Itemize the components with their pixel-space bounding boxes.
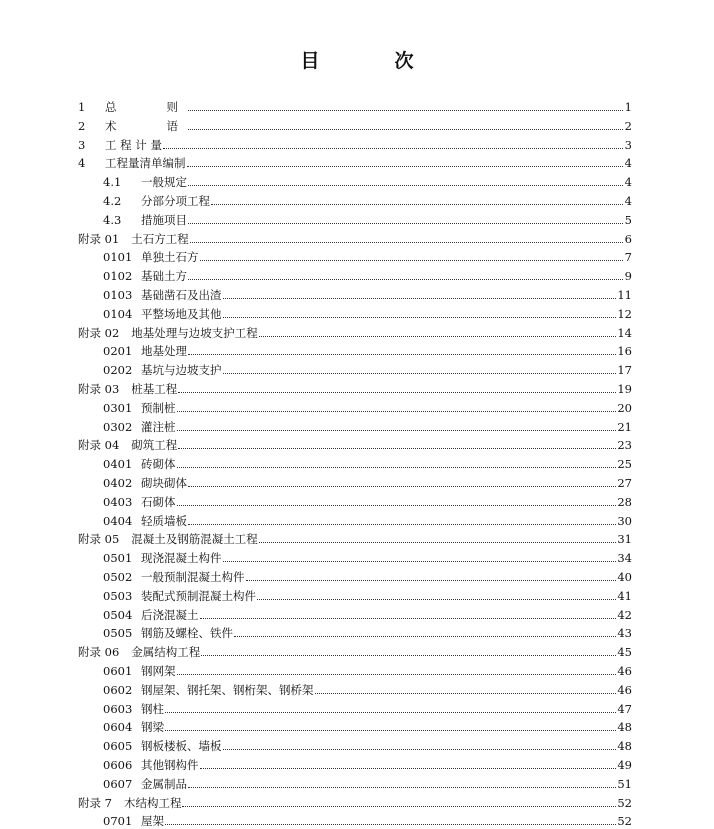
toc-entry-page: 5 (624, 212, 632, 227)
dot-leader (177, 505, 617, 506)
toc-entry-page: 12 (617, 306, 632, 321)
dot-leader (200, 260, 624, 261)
toc-entry-number: 0201 (103, 344, 133, 359)
toc-entry-number: 0104 (103, 306, 133, 321)
dot-leader (200, 768, 617, 769)
toc-section-entry[interactable] (103, 547, 632, 565)
toc-entry-page: 9 (624, 269, 632, 284)
toc-entry-page: 41 (617, 588, 632, 603)
dot-leader (259, 336, 617, 337)
toc-entry-label: 平整场地及其他 (141, 306, 222, 321)
toc-entry-label: 灌注桩 (141, 419, 176, 434)
toc-section-entry[interactable] (103, 340, 632, 358)
dot-leader (223, 561, 617, 562)
toc-entry-number: 4.2 (103, 194, 122, 208)
toc-entry-number: 0302 (103, 419, 133, 434)
toc-chapter-entry[interactable] (78, 641, 632, 659)
toc-entry-label: 术 语 (105, 118, 187, 133)
toc-entry-label: 钢屋架、钢托架、钢桁架、钢桥架 (141, 682, 314, 697)
toc-entry-number: 0606 (103, 758, 133, 772)
toc-entry-number: 0604 (103, 720, 133, 735)
toc-entry-page: 49 (617, 758, 632, 772)
toc-entry-page: 4 (624, 194, 632, 208)
toc-entry-number: 0404 (103, 513, 133, 528)
toc-section-entry[interactable] (103, 209, 632, 227)
toc-entry-label: 工程量清单编制 (105, 156, 186, 171)
toc-entry-number: 附录 03 (78, 382, 120, 396)
toc-entry-label: 地基处理 (141, 344, 187, 359)
dot-leader (211, 204, 623, 205)
toc-entry-number: 0605 (103, 739, 133, 754)
toc-section-entry[interactable] (103, 284, 632, 302)
toc-entry-label: 分部分项工程 (141, 194, 210, 208)
dot-leader (177, 411, 617, 412)
toc-entry-label: 砖砌体 (141, 457, 176, 472)
toc-entry-page: 6 (624, 231, 632, 246)
toc-chapter-entry[interactable] (78, 96, 632, 114)
toc-section-entry[interactable] (103, 604, 632, 622)
toc-entry-label: 石砌体 (141, 494, 176, 509)
toc-entry-number: 0505 (103, 626, 133, 641)
toc-entry-number: 0102 (103, 269, 133, 284)
toc-entry-label: 其他钢构件 (141, 758, 199, 772)
toc-entry-page: 16 (617, 344, 632, 359)
dot-leader (200, 618, 617, 619)
toc-entry-label: 金属结构工程 (131, 645, 201, 660)
toc-entry-label: 轻质墙板 (141, 513, 187, 528)
toc-entry-number: 附录 02 (78, 325, 120, 340)
toc-entry-page: 52 (617, 795, 632, 810)
toc-entry-page: 30 (617, 513, 632, 528)
dot-leader (165, 712, 616, 713)
toc-entry-label: 木结构工程 (123, 795, 182, 810)
toc-entry-label: 地基处理与边坡支护工程 (131, 325, 258, 340)
toc-entry-label: 工 程 计 量 (105, 137, 162, 152)
toc-entry-number: 0202 (103, 363, 133, 378)
dot-leader (223, 298, 617, 299)
toc-entry-page: 14 (617, 325, 632, 340)
toc-entry-label: 一般预制混凝土构件 (141, 570, 245, 584)
toc-entry-label: 后浇混凝土 (141, 607, 199, 622)
toc-entry-page: 46 (617, 664, 632, 678)
dot-leader (177, 430, 617, 431)
toc-entry-number: 4.3 (103, 212, 122, 227)
toc-entry-label: 钢筋及螺栓、铁件 (141, 626, 233, 641)
toc-entry-page: 23 (617, 438, 632, 453)
toc-entry-page: 28 (617, 494, 632, 509)
dot-leader (188, 223, 623, 224)
toc-chapter-entry[interactable] (78, 434, 632, 452)
toc-section-entry[interactable] (103, 303, 632, 321)
dot-leader (177, 674, 617, 675)
toc-chapter-entry[interactable] (78, 322, 632, 340)
dot-leader (163, 148, 623, 149)
toc-entry-number: 0701 (103, 814, 133, 829)
toc-entry-number: 0301 (103, 400, 133, 415)
toc-entry-number: 1 (78, 100, 86, 114)
toc-section-entry[interactable] (103, 246, 632, 264)
toc-section-entry[interactable] (103, 171, 632, 189)
dot-leader (188, 486, 616, 487)
toc-entry-label: 装配式预制混凝土构件 (141, 588, 256, 603)
toc-section-entry[interactable] (103, 265, 632, 283)
toc-entry-page: 3 (624, 137, 632, 152)
toc-entry-page: 45 (617, 645, 632, 660)
toc-entry-page: 11 (617, 288, 632, 302)
dot-leader (188, 279, 623, 280)
toc-entry-page: 48 (617, 720, 632, 735)
dot-leader (257, 599, 616, 600)
dot-leader (165, 824, 616, 825)
dot-leader (188, 129, 623, 130)
toc-entry-number: 0503 (103, 588, 133, 603)
toc-section-entry[interactable] (103, 359, 632, 377)
toc-section-entry[interactable] (103, 716, 632, 734)
toc-entry-number: 0402 (103, 476, 133, 490)
toc-entry-number: 0401 (103, 457, 133, 472)
toc-chapter-entry[interactable] (78, 528, 632, 546)
toc-entry-number: 附录 7 (78, 795, 112, 810)
toc-section-entry[interactable] (103, 735, 632, 753)
toc-entry-label: 屋架 (141, 814, 164, 829)
toc-entry-page: 47 (617, 701, 632, 716)
toc-entry-number: 附录 06 (78, 645, 120, 660)
toc-entry-page: 21 (617, 419, 632, 434)
toc-entry-label: 一般规定 (141, 175, 187, 190)
toc-entry-number: 附录 04 (78, 438, 120, 453)
toc-entry-number: 0101 (103, 250, 133, 265)
toc-entry-page: 25 (617, 457, 632, 472)
toc-entry-page: 46 (617, 682, 632, 697)
toc-entry-page: 42 (617, 607, 632, 622)
dot-leader (178, 448, 616, 449)
toc-section-entry[interactable] (103, 566, 632, 584)
toc-entry-page: 34 (617, 551, 632, 566)
toc-entry-number: 4.1 (103, 175, 122, 190)
toc-entry-label: 钢板楼板、墙板 (141, 739, 222, 754)
dot-leader (188, 110, 623, 111)
toc-entry-page: 40 (617, 570, 632, 584)
toc-section-entry[interactable] (103, 472, 632, 490)
toc-entry-number: 0103 (103, 288, 133, 302)
toc-chapter-entry[interactable] (78, 792, 632, 810)
toc-entry-label: 钢梁 (141, 720, 164, 735)
toc-entry-label: 桩基工程 (131, 382, 178, 396)
toc-section-entry[interactable] (103, 491, 632, 509)
toc-entry-number: 0502 (103, 570, 133, 584)
toc-chapter-entry[interactable] (78, 378, 632, 396)
toc-section-entry[interactable] (103, 754, 632, 772)
toc-section-entry[interactable] (103, 397, 632, 415)
toc-chapter-entry[interactable] (78, 115, 632, 133)
toc-entry-number: 0603 (103, 701, 133, 716)
toc-entry-number: 0607 (103, 776, 133, 791)
dot-leader (234, 636, 616, 637)
dot-leader (182, 806, 616, 807)
toc-entry-page: 52 (617, 814, 632, 829)
toc-section-entry[interactable] (103, 622, 632, 640)
toc-entry-label: 砌块砌体 (141, 476, 187, 490)
toc-entry-page: 4 (624, 175, 632, 190)
dot-leader (187, 166, 624, 167)
toc-entry-number: 附录 01 (78, 231, 120, 246)
toc-entry-page: 48 (617, 739, 632, 754)
toc-section-entry[interactable] (103, 660, 632, 678)
dot-leader (165, 730, 616, 731)
toc-entry-number: 3 (78, 137, 86, 152)
dot-leader (190, 242, 623, 243)
toc-entry-number: 4 (78, 156, 86, 171)
dot-leader (177, 467, 617, 468)
toc-section-entry[interactable] (103, 453, 632, 471)
dot-leader (188, 354, 616, 355)
dot-leader (223, 373, 617, 374)
toc-entry-page: 7 (624, 250, 632, 265)
dot-leader (259, 542, 617, 543)
dot-leader (188, 524, 616, 525)
toc-entry-page: 31 (617, 532, 632, 547)
toc-section-entry[interactable] (103, 585, 632, 603)
dot-leader (178, 392, 616, 393)
toc-section-entry[interactable] (103, 679, 632, 697)
toc-section-entry[interactable] (103, 698, 632, 716)
toc-entry-number: 附录 05 (78, 532, 120, 547)
toc-section-entry[interactable] (103, 190, 632, 208)
toc-chapter-entry[interactable] (78, 228, 632, 246)
toc-entry-label: 钢网架 (141, 664, 176, 678)
dot-leader (201, 655, 616, 656)
toc-entry-page: 43 (617, 626, 632, 641)
toc-entry-label: 土石方工程 (131, 231, 189, 246)
toc-entry-page: 20 (617, 400, 632, 415)
toc-entry-page: 1 (624, 100, 632, 114)
toc-entry-number: 0403 (103, 494, 133, 509)
toc-section-entry[interactable] (103, 810, 632, 828)
toc-entry-label: 现浇混凝土构件 (141, 551, 222, 566)
toc-entry-label: 混凝土及钢筋混凝土工程 (131, 532, 258, 547)
toc-entry-page: 19 (617, 382, 632, 396)
toc-entry-page: 4 (624, 156, 632, 171)
dot-leader (223, 749, 617, 750)
toc-entry-page: 51 (617, 776, 632, 791)
toc-entry-label: 总 则 (105, 100, 187, 114)
dot-leader (188, 787, 616, 788)
toc-entry-number: 0504 (103, 607, 133, 622)
toc-entry-label: 砌筑工程 (131, 438, 178, 453)
dot-leader (188, 185, 623, 186)
toc-chapter-entry[interactable] (78, 134, 632, 152)
toc-section-entry[interactable] (103, 416, 632, 434)
toc-entry-page: 2 (624, 118, 632, 133)
toc-entry-page: 27 (617, 476, 632, 490)
toc-entry-label: 措施项目 (141, 212, 187, 227)
dot-leader (223, 317, 617, 318)
dot-leader (315, 693, 617, 694)
toc-entry-label: 基坑与边坡支护 (141, 363, 222, 378)
toc-entry-label: 金属制品 (141, 776, 187, 791)
toc-entry-page: 17 (617, 363, 632, 378)
toc-entry-label: 预制桩 (141, 400, 176, 415)
toc-entry-number: 0602 (103, 682, 133, 697)
toc-entry-number: 0501 (103, 551, 133, 566)
page-title: 目 次 (300, 50, 442, 72)
toc-entry-label: 单独土石方 (141, 250, 199, 265)
toc-chapter-entry[interactable] (78, 152, 632, 170)
dot-leader (246, 580, 617, 581)
toc-section-entry[interactable] (103, 773, 632, 791)
toc-entry-label: 基础土方 (141, 269, 187, 284)
toc-section-entry[interactable] (103, 510, 632, 528)
toc-entry-label: 钢柱 (141, 701, 164, 716)
toc-entry-number: 0601 (103, 664, 133, 678)
toc-entry-number: 2 (78, 118, 86, 133)
toc-entry-label: 基础凿石及出渣 (141, 288, 222, 302)
